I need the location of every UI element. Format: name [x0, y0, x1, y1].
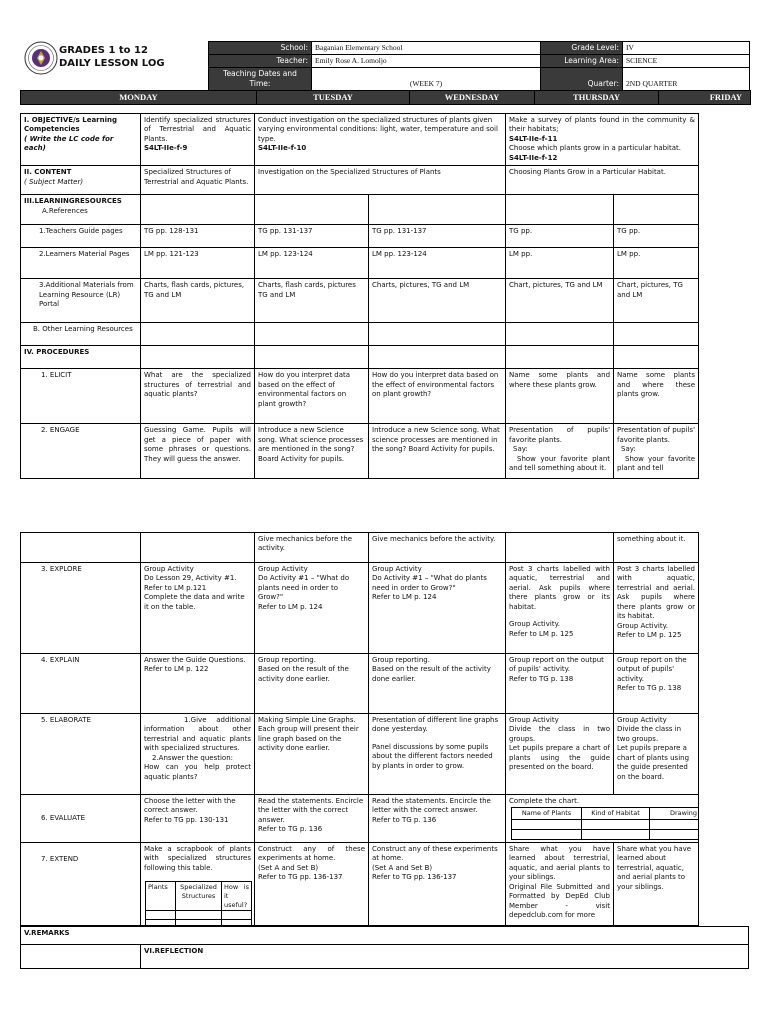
engage-thu-2: Say:: [513, 445, 528, 454]
engage-row: [21, 424, 699, 479]
evaluate-mon: Choose the letter with the correct answer. Refer to TG pp. 130-131: [141, 795, 255, 843]
extend-table: [145, 881, 252, 926]
quarter-value: 2ND QUARTER: [623, 68, 750, 91]
elicit-row: [21, 369, 699, 424]
lesson-table-part1: [20, 113, 699, 479]
explore-mon: Group Activity Do Lesson 29, Activity #1. Refer to LM p.121 Complete the data and write it on the table.: [141, 563, 255, 654]
document-title: [59, 45, 209, 70]
tg-mon: TG pp. 128-131: [141, 225, 255, 248]
elaborate-label: 5. ELABORATE: [21, 714, 141, 795]
elicit-mon: What are the specialized structures of terrestrial and aquatic plants?: [141, 369, 255, 424]
objective-thu-code1: S4LT-IIe-f-11: [509, 134, 558, 143]
tg-tue: TG pp. 131-137: [255, 225, 369, 248]
procedures-row: [21, 346, 699, 369]
objective-mon-text: Identify specialized structures of Terrestrial and Aquatic Plants.: [144, 116, 251, 143]
extend-wed: Construct any of these experiments at home. (Set A and Set B) Refer to TG pp. 136-137: [369, 843, 506, 926]
elaborate-mon-1: 1.Give additional information about other terrestrial and aquatic plants with specialized structures.: [144, 716, 251, 753]
area-value: SCIENCE: [623, 55, 750, 68]
elaborate-row: [21, 714, 699, 795]
content-label: II. CONTENT: [24, 168, 72, 177]
elicit-thu: Name some plants and where these plants grow.: [506, 369, 614, 424]
lm-label: 2.Learners Material Pages: [21, 248, 141, 279]
lm-fri: LM pp.: [614, 248, 699, 279]
tg-row: [21, 225, 699, 248]
explore-label: 3. EXPLORE: [21, 563, 141, 654]
lm-wed: LM pp. 123-124: [369, 248, 506, 279]
explain-mon: Answer the Guide Questions. Refer to LM p. 122: [141, 654, 255, 714]
cont-wed: Give mechanics before the activity.: [369, 533, 506, 563]
elaborate-mon-2: 2.Answer the question:: [152, 753, 233, 762]
eval-chart-h2: Kind of Habitat: [582, 808, 650, 820]
explain-wed: Group reporting. Based on the result of the activity done earlier.: [369, 654, 506, 714]
objective-row: [21, 114, 699, 166]
objective-label: I. OBJECTIVE/s Learning Competencies: [24, 116, 118, 134]
explore-thu-1: Post 3 charts labelled with aquatic, terrestrial and aerial. Ask pupils where there plants grow or its habitat.: [509, 565, 610, 611]
extend-label: 7. EXTEND: [21, 843, 141, 926]
extend-fri: Share what you have learned about terrestrial, aquatic, and aerial plants to your siblings.: [614, 843, 699, 926]
add-wed: Charts, pictures, TG and LM: [369, 279, 506, 323]
engage-label: 2. ENGAGE: [21, 424, 141, 479]
evaluate-row: [21, 795, 699, 843]
explore-row: [21, 563, 699, 654]
lm-tue: LM pp. 123-124: [255, 248, 369, 279]
objective-tue-text: Conduct investigation on the specialized structures of plants given varying environmental conditions: light, water, temperature and soil type.: [258, 116, 498, 143]
explore-wed: Group Activity Do Activity #1 – "What do plants need in order to Grow?" Refer to LM p. 124: [369, 563, 506, 654]
evaluate-thu: Complete the chart.: [509, 797, 580, 805]
explain-label: 4. EXPLAIN: [21, 654, 141, 714]
extend-thu: Share what you have learned about terrestrial, aquatic, and aerial plants to your siblings. Original File Submitted and Formatted by DepEd Club Member - visit depedclub.com for more: [506, 843, 614, 926]
engage-thu-1: Presentation of pupils' favorite plants.: [509, 426, 611, 444]
day-monday: MONDAY: [21, 91, 257, 105]
objective-tue-code: S4LT-IIe-f-10: [258, 144, 307, 153]
school-value: Baganian Elementary School: [312, 42, 541, 55]
remarks-table: [20, 926, 749, 969]
elaborate-thu: Group Activity Divide the class in two groups. Let pupils prepare a chart of plants using the guide presented on the board.: [506, 714, 614, 795]
week-value: (WEEK 7): [312, 68, 541, 91]
evaluate-tue: Read the statements. Encircle the letter with the correct answer. Refer to TG p. 136: [255, 795, 369, 843]
eval-chart-h1: Name of Plants: [512, 808, 582, 820]
elicit-label: 1. ELICIT: [21, 369, 141, 424]
add-tue: Charts, flash cards, pictures TG and LM: [255, 279, 369, 323]
continued-row: [21, 533, 699, 563]
objective-thu-text: Make a survey of plants found in the community & their habitats;: [509, 116, 696, 134]
content-row: [21, 166, 699, 195]
day-tuesday: TUESDAY: [257, 91, 410, 105]
school-label: School:: [209, 42, 312, 55]
engage-tue: Introduce a new Science song. What science processes are mentioned in the song? Board Activity for pupils.: [255, 424, 369, 479]
additional-row: [21, 279, 699, 323]
lm-thu: LM pp.: [506, 248, 614, 279]
engage-fri-2: Say:: [621, 445, 636, 454]
content-note: ( Subject Matter): [24, 177, 84, 186]
title-line-1: GRADES 1 to 12: [59, 45, 148, 56]
teacher-label: Teacher:: [209, 55, 312, 68]
content-thu: Choosing Plants Grow in a Particular Habitat.: [506, 166, 699, 195]
content-mon: Specialized Structures of Terrestrial and Aquatic Plants.: [141, 166, 255, 195]
extend-mon: Make a scrapbook of plants with specialized structures following this table.: [144, 845, 251, 872]
lm-mon: LM pp. 121-123: [141, 248, 255, 279]
explain-fri: Group report on the output of pupils' activity. Refer to TG p. 138: [614, 654, 699, 714]
tg-label: 1.Teachers Guide pages: [21, 225, 141, 248]
objective-note: ( Write the LC code for each): [24, 134, 114, 153]
add-mon: Charts, flash cards, pictures, TG and LM: [141, 279, 255, 323]
engage-fri-1: Presentation of pupils' favorite plants.: [617, 426, 696, 444]
title-line-2: DAILY LESSON LOG: [59, 57, 165, 69]
day-wednesday: WEDNESDAY: [410, 91, 535, 105]
extend-row: [21, 843, 699, 926]
ext-table-h1: Plants: [146, 882, 176, 911]
cont-tue: Give mechanics before the activity.: [255, 533, 369, 563]
engage-thu-3: Show your favorite plant and tell something about it.: [509, 454, 611, 472]
engage-wed: Introduce a new Science song. What science processes are mentioned in the song? Board Activity for pupils.: [369, 424, 506, 479]
engage-mon: Guessing Game. Pupils will get a piece of paper with some phrases or questions. They will guess the answer.: [141, 424, 255, 479]
eval-chart-h3: Drawing: [650, 808, 699, 820]
elaborate-wed-1: Presentation of different line graphs done yesterday.: [372, 716, 499, 734]
tg-wed: TG pp. 131-137: [369, 225, 506, 248]
objective-thu-code2: S4LT-IIe-f-12: [509, 153, 558, 162]
lesson-table-part2: [20, 532, 699, 926]
lm-row: [21, 248, 699, 279]
elaborate-tue: Making Simple Line Graphs. Each group will present their line graph based on the activity done earlier.: [255, 714, 369, 795]
explore-tue: Group Activity Do Activity #1 – "What do plants need in order to Grow?" Refer to LM p. 124: [255, 563, 369, 654]
teacher-value: Emily Rose A. Lomoljo: [312, 55, 541, 68]
evaluate-wed: Read the statements. Encircle the letter with the correct answer. Refer to TG p. 136: [369, 795, 506, 843]
explain-tue: Group reporting. Based on the result of the activity done earlier.: [255, 654, 369, 714]
elicit-tue: How do you interpret data based on the effect of environmental factors on plant growth?: [255, 369, 369, 424]
dates-label: Teaching Dates and Time:: [209, 68, 312, 91]
elaborate-mon-3: How can you help protect aquatic plants?: [144, 763, 251, 781]
elicit-wed: How do you interpret data based on the effect of environmental factors on plant growth?: [369, 369, 506, 424]
engage-fri-3: Show your favorite plant and tell: [617, 454, 696, 472]
grade-label: Grade Level:: [541, 42, 623, 55]
day-thursday: THURSDAY: [535, 91, 659, 105]
grade-value: IV: [623, 42, 750, 55]
explain-thu: Group report on the output of pupils' activity. Refer to TG p. 138: [506, 654, 614, 714]
elaborate-fri: Group Activity Divide the class in two groups. Let pupils prepare a chart of plants using the guide presented on the board.: [614, 714, 699, 795]
other-resources-label: B. Other Learning Resources: [21, 323, 141, 346]
ext-table-h3: How is it useful?: [222, 882, 252, 911]
evaluate-label: 6. EVALUATE: [21, 795, 141, 843]
objective-thu-text2: Choose which plants grow in a particular habitat.: [509, 144, 681, 153]
explain-row: [21, 654, 699, 714]
day-friday: FRIDAY: [659, 91, 751, 105]
ext-table-h2: Specialized Structures: [176, 882, 222, 911]
extend-tue: Construct any of these experiments at home. (Set A and Set B) Refer to TG pp. 136-137: [255, 843, 369, 926]
references-label: A.References: [42, 206, 88, 215]
elicit-fri: Name some plants and where these plants grow.: [614, 369, 699, 424]
tg-fri: TG pp.: [614, 225, 699, 248]
reflection-label: VI.REFLECTION: [141, 945, 749, 969]
remarks-label: V.REMARKS: [21, 927, 749, 945]
area-label: Learning Area:: [541, 55, 623, 68]
evaluate-chart: [511, 807, 699, 840]
other-resources-row: [21, 323, 699, 346]
add-thu: Chart, pictures, TG and LM: [506, 279, 614, 323]
deped-seal: [24, 41, 58, 75]
explore-thu-2: Group Activity. Refer to LM p. 125: [509, 620, 574, 638]
header-info-table: [208, 41, 750, 92]
procedures-label: IV. PROCEDURES: [21, 346, 141, 369]
cont-fri: something about it.: [614, 533, 699, 563]
elaborate-wed-2: Panel discussions by some pupils about the different factors needed by plants in order to grow.: [372, 742, 493, 770]
additional-label: 3.Additional Materials from Learning Resource (LR) Portal: [21, 279, 141, 323]
objective-mon-code: S4LT-IIe-f-9: [144, 144, 188, 153]
quarter-label: Quarter:: [541, 68, 623, 91]
add-fri: Chart, pictures, TG and LM: [614, 279, 699, 323]
day-header-bar: [20, 90, 751, 105]
explore-fri: Post 3 charts labelled with aquatic, terrestrial and aerial. Ask pupils where there plants grow or its habitat. Group Activity. Refer to LM p. 125: [614, 563, 699, 654]
content-tue: Investigation on the Specialized Structures of Plants: [255, 166, 506, 195]
resources-label: III.LEARNINGRESOURCES: [24, 197, 122, 206]
tg-thu: TG pp.: [506, 225, 614, 248]
resources-row: [21, 195, 699, 225]
